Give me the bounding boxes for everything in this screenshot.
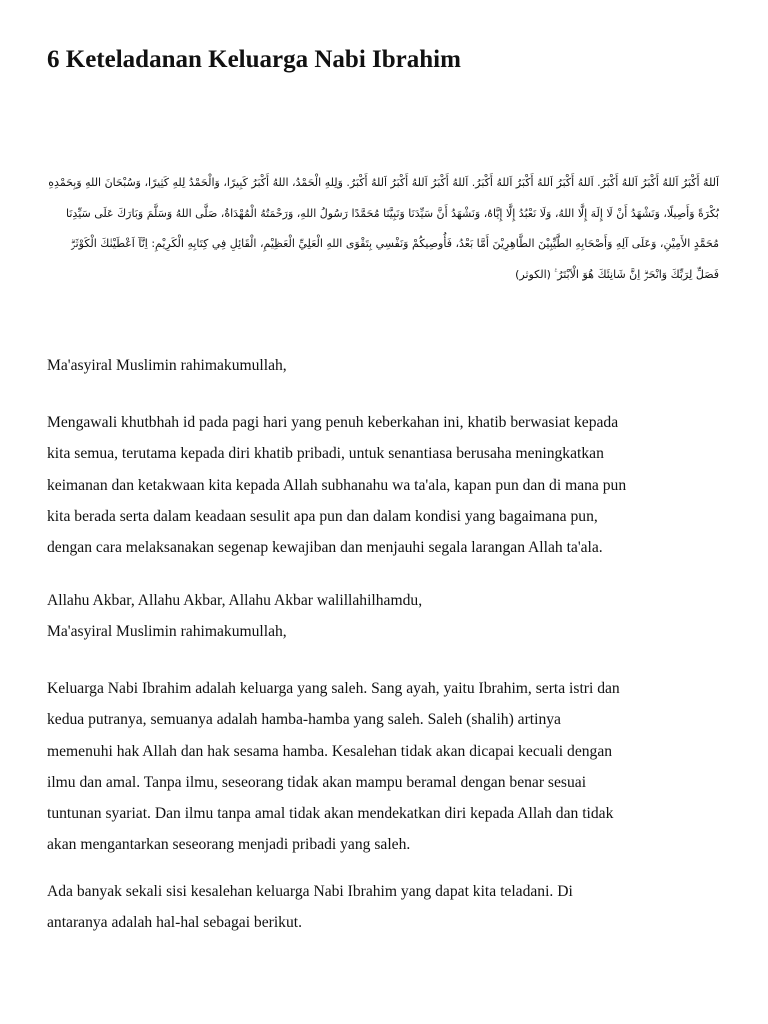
greeting-line: Ma'asyiral Muslimin rahimakumullah, [47,623,287,641]
paragraph-line: memenuhi hak Allah dan hak sesama hamba. Kesalehan tidak akan dicapai kecuali dengan [47,742,613,760]
takbir-line: Allahu Akbar, Allahu Akbar, Allahu Akbar walillahilhamdu, [47,592,423,609]
document-title: 6 Keteladanan Keluarga Nabi Ibrahim [47,46,461,73]
opening-paragraph [47,407,722,563]
arabic-opening-text: اَللهُ أَكْبَرُ اَللهُ أَكْبَرُ اَللهُ أَكْبَرُ. اَللهُ أَكْبَرُ اَللهُ أَكْبَرُ اَللهُ أَكْبَرُ. اَللهُ أَكْبَرُ اَللهُ أَكْبَرُ اَللهُ أَكْبَرُ. وَلِلهِ الْحَمْدُ، اللهُ أَكْبَرُ كَبِيرًا، وَالْحَمْدُ لِلهِ كَثِيرًا، وَسُبْحَانَ اللهِ وَبِحَمْدِهِ بُكْرَةً وَأَصِيلًا، وَنَشْهَدُ أَنْ لَا إِلَهَ إِلَّا اللهُ، وَلَا نَعْبُدُ إِلَّا إِيَّاهُ، وَنَشْهَدُ أَنَّ سَيِّدَنَا وَنَبِيَّنَا مُحَمَّدًا رَسُولُ اللهِ، وَرَحْمَتُهُ الْمُهْدَاةُ، صَلَّى اللهُ وَسَلَّمَ وَبَارَكَ عَلَى سَيِّدِنَا مُحَمَّدٍ الأَمِيْنِ، وَعَلَى آلِهِ وَأَصْحَابِهِ الطَّيِّبِيْنَ الطَّاهِرِيْنَ أَمَّا بَعْدُ، فَأُوصِيكُمْ وَنَفْسِي بِتَقْوَى اللهِ الْعَلِيِّ الْعَظِيْمِ، الْقَائِلِ فِي كِتَابِهِ الْكَرِيْمِ: اِنَّآ اَعْطَيْنٰكَ الْكَوْثَرَۗ فَصَلِّ لِرَبِّكَ وَانْحَرْۗ اِنَّ شَانِئَكَ هُوَ الْاَبْتَرُ ࣖ (الكوثر) [48,176,719,281]
paragraph-line: Ada banyak sekali sisi kesalehan keluarga Nabi Ibrahim yang dapat kita teladani. Di [47,883,573,900]
greeting-paragraph: Ma'asyiral Muslimin rahimakumullah, [47,357,287,374]
paragraph-line: akan mengantarkan seseorang menjadi pribadi yang saleh. [47,836,411,854]
paragraph-line: Keluarga Nabi Ibrahim adalah keluarga yang saleh. Sang ayah, yaitu Ibrahim, serta istri dan [47,680,620,697]
takbir-paragraph [47,585,722,648]
paragraph-line: ilmu dan amal. Tanpa ilmu, seseorang tidak akan mampu beramal dengan benar sesuai [47,773,587,791]
paragraph-line: kita semua, terutama kepada diri khatib pribadi, untuk senantiasa berusaha meningkatkan [47,445,604,463]
paragraph-line: kedua putranya, semuanya adalah hamba-hamba yang saleh. Saleh (shalih) artinya [47,711,561,729]
paragraph-line: keimanan dan ketakwaan kita kepada Allah subhanahu wa ta'ala, kapan pun dan di mana pun [47,476,627,494]
paragraph-line: antaranya adalah hal-hal sebagai berikut. [47,914,303,932]
saleh-paragraph [47,673,722,861]
paragraph-line: kita berada serta dalam keadaan sesulit apa pun dan dalam kondisi yang bagaimana pun, [47,507,598,525]
paragraph-line: dengan cara melaksanakan segenap kewajiban dan menjauhi segala larangan Allah ta'ala. [47,539,603,557]
paragraph-line: Mengawali khutbhah id pada pagi hari yang penuh keberkahan ini, khatib berwasiat kepada [47,414,619,431]
banyak-paragraph [47,876,722,939]
paragraph-line: tuntunan syariat. Dan ilmu tanpa amal tidak akan mendekatkan diri kepada Allah dan tidak [47,805,614,823]
